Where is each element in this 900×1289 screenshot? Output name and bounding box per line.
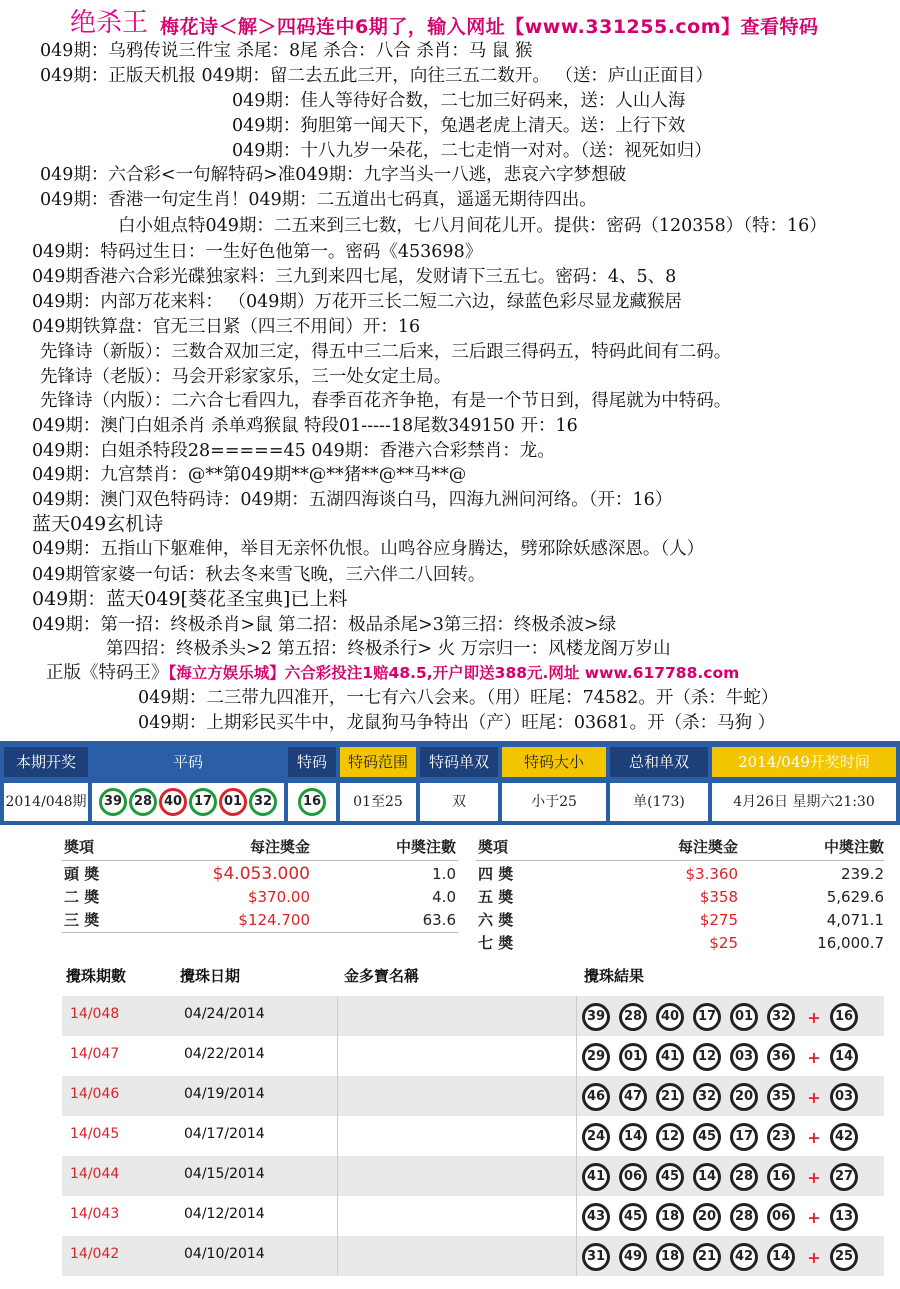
ad-line[interactable] bbox=[46, 662, 739, 684]
special-size: 小于25 bbox=[502, 783, 606, 821]
plus-icon: + bbox=[807, 1247, 821, 1267]
draw-date: 04/22/2014 bbox=[184, 1046, 265, 1062]
draw-date: 04/15/2014 bbox=[184, 1166, 265, 1182]
ball: 41 bbox=[582, 1163, 610, 1191]
draw-date: 04/10/2014 bbox=[184, 1246, 265, 1262]
promo-banner[interactable]: 梅花诗＜解＞四码连中6期了，输入网址【www.331255.com】查看特码 bbox=[160, 16, 819, 38]
prediction-line: 先锋诗（新版）：三数合双加三定，得五中三二后来，三后跟三得码五，特码此间有二码。 bbox=[40, 342, 732, 362]
ball: 01 bbox=[219, 788, 247, 816]
ball: 14 bbox=[619, 1123, 647, 1151]
prediction-line: 先锋诗（内版）：二六合七看四九，春季百花齐争艳，有是一个节日到，得尾就为中特码。 bbox=[40, 391, 732, 411]
prize-amount: $25 bbox=[709, 934, 738, 952]
prize-amount: $358 bbox=[699, 888, 738, 906]
prize-name: 三 奬 bbox=[64, 911, 100, 929]
prize-name: 四 奬 bbox=[478, 865, 514, 883]
table-row bbox=[62, 1116, 884, 1156]
prediction-line: 049期香港六合彩光碟独家料：三九到来四七尾，发财请下三五七。密码：4、5、8 bbox=[32, 267, 677, 287]
special-ball: 16 bbox=[298, 788, 326, 816]
prediction-line: 049期：内部万花来料： （049期）万花开三长二短二六边，绿蓝色彩尽显龙藏猴居 bbox=[32, 292, 682, 312]
ball: 31 bbox=[582, 1243, 610, 1271]
ball: 18 bbox=[656, 1203, 684, 1231]
draw-period: 2014/048期 bbox=[4, 783, 88, 821]
ball: 28 bbox=[730, 1203, 758, 1231]
draw-result bbox=[582, 1243, 867, 1271]
ball: 35 bbox=[767, 1083, 795, 1111]
prize-header-amount: 每注奬金 bbox=[249, 838, 310, 856]
ball: 47 bbox=[619, 1083, 647, 1111]
ball: 41 bbox=[656, 1043, 684, 1071]
prize-name: 六 奬 bbox=[478, 911, 514, 929]
jackpot-name-cell bbox=[337, 1156, 577, 1196]
ball: 40 bbox=[159, 788, 187, 816]
draw-result bbox=[582, 1083, 867, 1111]
prediction-line: 049期：蓝天049[葵花圣宝典]已上料 bbox=[32, 588, 348, 610]
plus-icon: + bbox=[807, 1007, 821, 1027]
prize-count: 239.2 bbox=[841, 865, 884, 883]
ball: 36 bbox=[767, 1043, 795, 1071]
prediction-line: 049期：九宫禁肖：@**第049期**@**猪**@**马**@ bbox=[32, 465, 467, 485]
prediction-line: 049期铁算盘：官无三日紧（四三不用间）开：16 bbox=[32, 317, 421, 337]
ball: 43 bbox=[582, 1203, 610, 1231]
special-ball: 13 bbox=[830, 1203, 858, 1231]
ball: 42 bbox=[730, 1243, 758, 1271]
special-range: 01至25 bbox=[340, 783, 416, 821]
prediction-line: 白小姐点特049期：二五来到三七数，七八月间花儿开。提供：密码（120358）（特：16） bbox=[118, 216, 827, 236]
prize-header-amount: 每注奬金 bbox=[677, 838, 738, 856]
prize-table bbox=[0, 836, 900, 956]
plus-icon: + bbox=[807, 1047, 821, 1067]
draw-date: 04/19/2014 bbox=[184, 1086, 265, 1102]
draw-header: 特码范围 bbox=[340, 747, 416, 777]
ball: 23 bbox=[767, 1123, 795, 1151]
plus-icon: + bbox=[807, 1087, 821, 1107]
ad-prefix: 正版《特码王》 bbox=[46, 663, 169, 683]
prize-count: 16,000.7 bbox=[817, 934, 884, 952]
ball: 45 bbox=[619, 1203, 647, 1231]
ball: 01 bbox=[730, 1003, 758, 1031]
prediction-line: 049期：澳门白姐杀肖 杀单鸡猴鼠 特段01-----18尾数349150 开：16 bbox=[32, 416, 578, 436]
ball: 06 bbox=[619, 1163, 647, 1191]
sum-oddeven: 单(173) bbox=[610, 783, 708, 821]
prediction-line: 049期：十八九岁一朵花，二七走悄一对对。（送：视死如归） bbox=[232, 141, 712, 161]
special-ball: 42 bbox=[830, 1123, 858, 1151]
prize-amount: $4.053.000 bbox=[212, 864, 310, 884]
ball: 28 bbox=[730, 1163, 758, 1191]
ball: 21 bbox=[693, 1243, 721, 1271]
ball: 12 bbox=[656, 1123, 684, 1151]
ball: 39 bbox=[582, 1003, 610, 1031]
jackpot-name-cell bbox=[337, 1076, 577, 1116]
ball: 40 bbox=[656, 1003, 684, 1031]
prediction-line: 049期：六合彩<一句解特码>准049期：九字当头一八逃，悲哀六字梦想破 bbox=[40, 165, 627, 185]
prize-header-item: 奬項 bbox=[478, 838, 509, 856]
jackpot-name-cell bbox=[337, 1196, 577, 1236]
prize-name: 二 奬 bbox=[64, 888, 100, 906]
divider bbox=[62, 932, 458, 933]
draw-result bbox=[582, 1123, 867, 1151]
prize-header-count: 中奬注數 bbox=[823, 838, 884, 856]
plus-icon: + bbox=[807, 1167, 821, 1187]
prize-count: 4,071.1 bbox=[826, 911, 884, 929]
history-header-date: 攪珠日期 bbox=[180, 967, 241, 985]
ball: 14 bbox=[693, 1163, 721, 1191]
ball: 03 bbox=[730, 1043, 758, 1071]
jackpot-name-cell bbox=[337, 1116, 577, 1156]
brand-title: 绝杀王 bbox=[70, 8, 149, 38]
special-oddeven: 双 bbox=[420, 783, 498, 821]
table-row bbox=[62, 1196, 884, 1236]
prize-count: 4.0 bbox=[432, 888, 456, 906]
ball: 46 bbox=[582, 1083, 610, 1111]
ball: 20 bbox=[730, 1083, 758, 1111]
prediction-line: 049期：二三带九四准开，一七有六八会来。（用）旺尾：74582。开（杀：牛蛇） bbox=[138, 688, 779, 708]
draw-table bbox=[0, 741, 900, 825]
prize-header-count: 中奬注數 bbox=[395, 838, 456, 856]
draw-period: 14/045 bbox=[70, 1126, 120, 1142]
ball: 20 bbox=[693, 1203, 721, 1231]
ball: 14 bbox=[767, 1243, 795, 1271]
draw-date: 04/24/2014 bbox=[184, 1006, 265, 1022]
history-header-name: 金多寶名稱 bbox=[344, 967, 420, 985]
prediction-line: 049期：五指山下躯难伸，举目无亲怀仇恨。山鸣谷应身腾达，劈邪除妖感深恩。（人） bbox=[32, 539, 705, 559]
draw-result bbox=[582, 1163, 867, 1191]
prediction-line: 049期：正版天机报 049期：留二去五此三开，向往三五二数开。 （送：庐山正面目） bbox=[40, 66, 713, 86]
draw-date: 04/12/2014 bbox=[184, 1206, 265, 1222]
history-header-period: 攪珠期數 bbox=[66, 967, 127, 985]
draw-date: 04/17/2014 bbox=[184, 1126, 265, 1142]
ad-text[interactable]: 【海立方娱乐城】六合彩投注1赔48.5,开户即送388元.网址 www.617788.com bbox=[168, 664, 740, 682]
ball: 39 bbox=[99, 788, 127, 816]
ball: 45 bbox=[656, 1163, 684, 1191]
divider bbox=[476, 860, 884, 861]
prize-name: 頭 奬 bbox=[64, 865, 100, 883]
ball: 28 bbox=[129, 788, 157, 816]
prediction-line: 第四招：终极杀头>2 第五招：终极杀行> 火 万宗归一：风楼龙阁万岁山 bbox=[106, 639, 671, 659]
draw-header: 本期开奖 bbox=[4, 747, 88, 777]
prize-count: 5,629.6 bbox=[826, 888, 884, 906]
special-ball: 25 bbox=[830, 1243, 858, 1271]
draw-period: 14/042 bbox=[70, 1246, 120, 1262]
ball: 16 bbox=[767, 1163, 795, 1191]
ball: 18 bbox=[656, 1243, 684, 1271]
table-row bbox=[62, 1156, 884, 1196]
special-ball: 14 bbox=[830, 1043, 858, 1071]
ball: 17 bbox=[189, 788, 217, 816]
table-row bbox=[62, 1076, 884, 1116]
draw-header: 总和单双 bbox=[610, 747, 708, 777]
table-row bbox=[62, 1036, 884, 1076]
draw-period: 14/043 bbox=[70, 1206, 120, 1222]
prize-amount: $3.360 bbox=[685, 865, 738, 883]
prediction-line: 049期：澳门双色特码诗：049期：五湖四海谈白马，四海九洲问河络。（开：16） bbox=[32, 490, 673, 510]
ball: 21 bbox=[656, 1083, 684, 1111]
ball: 32 bbox=[767, 1003, 795, 1031]
prize-count: 1.0 bbox=[432, 865, 456, 883]
jackpot-name-cell bbox=[337, 1236, 577, 1276]
special-ball: 03 bbox=[830, 1083, 858, 1111]
prediction-line: 先锋诗（老版）：马会开彩家家乐，三一处女定土局。 bbox=[40, 367, 452, 387]
ball: 17 bbox=[693, 1003, 721, 1031]
table-row bbox=[62, 996, 884, 1036]
ball: 45 bbox=[693, 1123, 721, 1151]
special-ball: 16 bbox=[830, 1003, 858, 1031]
prize-amount: $370.00 bbox=[247, 888, 310, 906]
draw-result bbox=[582, 1003, 867, 1031]
header bbox=[0, 0, 900, 40]
ball: 01 bbox=[619, 1043, 647, 1071]
prediction-line: 049期管家婆一句话：秋去冬来雪飞晚，三六伴二八回转。 bbox=[32, 565, 486, 585]
draw-result bbox=[582, 1203, 867, 1231]
draw-header: 2014/049开奖时间 bbox=[712, 747, 896, 777]
next-draw-time: 4月26日 星期六21:30 bbox=[712, 783, 896, 821]
prize-name: 五 奬 bbox=[478, 888, 514, 906]
prediction-line: 049期：白姐杀特段28=====45 049期：香港六合彩禁肖：龙。 bbox=[32, 441, 555, 461]
draw-period: 14/044 bbox=[70, 1166, 120, 1182]
divider bbox=[62, 860, 458, 861]
draw-result bbox=[582, 1043, 867, 1071]
prediction-line: 049期：特码过生日：一生好色他第一。密码《453698》 bbox=[32, 242, 483, 262]
ball: 06 bbox=[767, 1203, 795, 1231]
draw-header: 特码大小 bbox=[502, 747, 606, 777]
jackpot-name-cell bbox=[337, 1036, 577, 1076]
draw-header: 特码 bbox=[288, 747, 336, 777]
ball: 17 bbox=[730, 1123, 758, 1151]
ball: 28 bbox=[619, 1003, 647, 1031]
prediction-line: 049期：香港一句定生肖！049期：二五道出七码真，遥遥无期待四出。 bbox=[40, 190, 597, 210]
draw-header: 特码单双 bbox=[420, 747, 498, 777]
ball: 24 bbox=[582, 1123, 610, 1151]
prize-amount: $275 bbox=[699, 911, 738, 929]
prediction-line: 049期：狗胆第一闻天下，兔遇老虎上清天。送：上行下效 bbox=[232, 116, 686, 136]
prize-count: 63.6 bbox=[422, 911, 456, 929]
prize-amount: $124.700 bbox=[238, 911, 310, 929]
prediction-line: 049期：上期彩民买牛中，龙鼠狗马争特出（产）旺尾：03681。开（杀：马狗 ） bbox=[138, 713, 776, 733]
prize-name: 七 奬 bbox=[478, 934, 514, 952]
special-ball-cell bbox=[288, 783, 336, 821]
prediction-line: 049期：乌鸦传说三件宝 杀尾：8尾 杀合：八合 杀肖：马 鼠 猴 bbox=[40, 41, 533, 61]
draw-period: 14/048 bbox=[70, 1006, 120, 1022]
ball: 49 bbox=[619, 1243, 647, 1271]
draw-period: 14/047 bbox=[70, 1046, 120, 1062]
prize-header-item: 奬項 bbox=[64, 838, 95, 856]
draw-header: 平码 bbox=[92, 747, 284, 777]
prediction-line: 049期：第一招：终极杀肖>鼠 第二招：极品杀尾>3第三招：终极杀波>绿 bbox=[32, 615, 617, 635]
ball: 29 bbox=[582, 1043, 610, 1071]
section-heading: 蓝天049玄机诗 bbox=[32, 513, 164, 535]
draw-period: 14/046 bbox=[70, 1086, 120, 1102]
plus-icon: + bbox=[807, 1207, 821, 1227]
table-row bbox=[62, 1236, 884, 1276]
plus-icon: + bbox=[807, 1127, 821, 1147]
ball: 32 bbox=[249, 788, 277, 816]
history-header-result: 攪珠結果 bbox=[584, 967, 645, 985]
special-ball: 27 bbox=[830, 1163, 858, 1191]
jackpot-name-cell bbox=[337, 996, 577, 1036]
regular-balls bbox=[92, 783, 284, 821]
ball: 12 bbox=[693, 1043, 721, 1071]
ball: 32 bbox=[693, 1083, 721, 1111]
prediction-line: 049期：佳人等待好合数，二七加三好码来，送：人山人海 bbox=[232, 91, 686, 111]
